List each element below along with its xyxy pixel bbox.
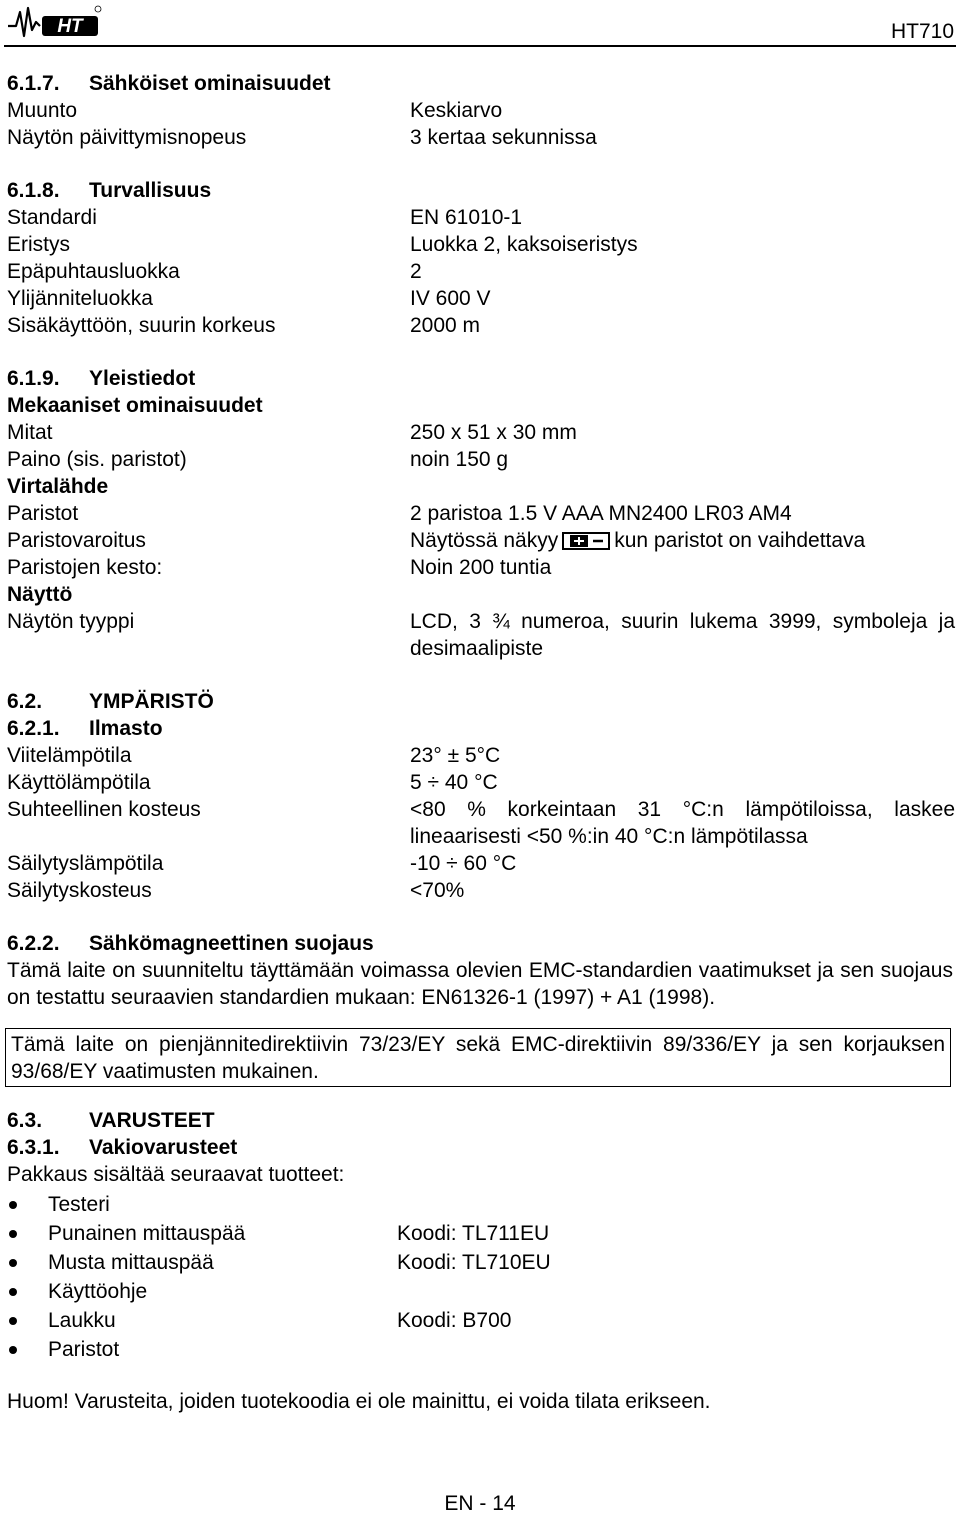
accessories-list (7, 1190, 955, 1364)
spec-row (7, 312, 955, 339)
accessories-note: Huom! Varusteita, joiden tuotekoodia ei ole mainittu, ei voida tilata erikseen. (7, 1390, 711, 1413)
warning-text-post: kun paristot on vaihdettava (614, 529, 866, 552)
bullet-icon (9, 1346, 17, 1354)
spec-value: Keskiarvo (410, 99, 503, 122)
logo-text: HT (57, 16, 83, 37)
spec-label: Näytön tyyppi (7, 610, 135, 633)
item-name: Paristot (48, 1338, 120, 1361)
spec-label: Ylijänniteluokka (7, 287, 153, 310)
list-item (7, 1248, 955, 1277)
spec-value: <70% (410, 879, 465, 902)
spec-value: IV 600 V (410, 287, 491, 310)
spec-label: Paino (sis. paristot) (7, 448, 187, 471)
section-title: VARUSTEET (89, 1109, 215, 1132)
section-heading-62 (7, 688, 955, 715)
spec-value: 2000 m (410, 314, 481, 337)
spec-label: Säilytyslämpötila (7, 852, 164, 875)
item-name: Testeri (48, 1193, 110, 1216)
emc-paragraph: Tämä laite on suunniteltu täyttämään voimassa olevien EMC-standardien vaatimukset ja sen suojaus on testattu seuraavien standardien mukaan: EN61326-1 (1997) + A1 (1998). (7, 959, 953, 1009)
spec-value: <80 % korkeintaan 31 °C:n lämpötiloissa, laskee lineaarisesti <50 %:in 40 °C:n lämpötilassa (410, 798, 955, 848)
spec-label: Paristot (7, 502, 79, 525)
list-item (7, 1306, 955, 1335)
spec-row (7, 124, 955, 151)
spec-value: -10 ÷ 60 °C (410, 852, 517, 875)
spec-value: 250 x 51 x 30 mm (410, 421, 577, 444)
spec-label: Suhteellinen kosteus (7, 798, 201, 821)
spec-value: 5 ÷ 40 °C (410, 771, 498, 794)
spec-label: Viitelämpötila (7, 744, 132, 767)
bullet-icon (9, 1259, 17, 1267)
section-title: Vakiovarusteet (89, 1136, 238, 1159)
item-name: Punainen mittauspää (48, 1222, 246, 1245)
list-item (7, 1190, 955, 1219)
item-name: Laukku (48, 1309, 116, 1332)
spec-row (7, 285, 955, 312)
section-title: Sähköiset ominaisuudet (89, 72, 331, 95)
section-number: 6.1.8. (7, 179, 60, 202)
spec-label: Säilytyskosteus (7, 879, 152, 902)
spec-row (7, 446, 955, 473)
spec-value: LCD, 3 ¾ numeroa, suurin lukema 3999, symboleja ja desimaalipiste (410, 610, 955, 660)
bullet-icon (9, 1288, 17, 1296)
page-header (0, 0, 960, 48)
accessories-intro: Pakkaus sisältää seuraavat tuotteet: (7, 1163, 345, 1186)
section-title: Yleistiedot (89, 367, 196, 390)
document-body (7, 70, 955, 1415)
item-code: Koodi: TL711EU (397, 1222, 550, 1245)
spec-label: Näytön päivittymisnopeus (7, 126, 247, 149)
section-heading-631 (7, 1134, 955, 1161)
spec-row (7, 231, 955, 258)
item-code: Koodi: TL710EU (397, 1251, 551, 1274)
header-divider (4, 45, 956, 47)
battery-icon (562, 532, 610, 550)
section-heading-618 (7, 177, 955, 204)
section-heading-617 (7, 70, 955, 97)
ht-logo (6, 4, 102, 40)
spec-label: Standardi (7, 206, 97, 229)
section-heading-619 (7, 365, 955, 392)
page-number: EN - 14 (444, 1492, 516, 1515)
spec-row (7, 608, 955, 662)
spec-label: Muunto (7, 99, 78, 122)
spec-value: Noin 200 tuntia (410, 556, 552, 579)
item-name: Musta mittauspää (48, 1251, 214, 1274)
subheading-display: Näyttö (7, 583, 73, 606)
spec-row (7, 419, 955, 446)
model-name: HT710 (890, 20, 954, 43)
spec-value: 23° ± 5°C (410, 744, 501, 767)
spec-label: Epäpuhtausluokka (7, 260, 180, 283)
section-title: Turvallisuus (89, 179, 212, 202)
spec-row (7, 796, 955, 850)
section-number: 6.2.2. (7, 932, 60, 955)
spec-label: Eristys (7, 233, 70, 256)
spec-label: Mitat (7, 421, 53, 444)
spec-row (7, 258, 955, 285)
bullet-icon (9, 1201, 17, 1209)
spec-value: 2 paristoa 1.5 V AAA MN2400 LR03 AM4 (410, 502, 792, 525)
spec-row (7, 769, 955, 796)
spec-value: Luokka 2, kaksoiseristys (410, 233, 638, 256)
bullet-icon (9, 1317, 17, 1325)
section-heading-621 (7, 715, 955, 742)
spec-row (7, 850, 955, 877)
spec-value (410, 527, 865, 554)
directive-box: Tämä laite on pienjännitedirektiivin 73/23/EY sekä EMC-direktiivin 89/336/EY ja sen korjauksen 93/68/EY vaatimusten mukainen. (5, 1028, 951, 1087)
spec-row (7, 742, 955, 769)
spec-label: Paristovaroitus (7, 529, 146, 552)
spec-row (7, 877, 955, 904)
section-number: 6.3.1. (7, 1136, 60, 1159)
spec-label: Paristojen kesto: (7, 556, 163, 579)
section-number: 6.1.9. (7, 367, 60, 390)
section-heading-622 (7, 930, 955, 957)
section-heading-63 (7, 1107, 955, 1134)
list-item (7, 1219, 955, 1248)
section-number: 6.2. (7, 690, 43, 713)
subheading-power: Virtalähde (7, 475, 109, 498)
list-item (7, 1335, 955, 1364)
warning-text-pre: Näytössä näkyy (410, 529, 559, 552)
spec-row (7, 527, 955, 554)
spec-value: noin 150 g (410, 448, 509, 471)
spec-row (7, 204, 955, 231)
bullet-icon (9, 1230, 17, 1238)
section-title: YMPÄRISTÖ (89, 690, 214, 713)
item-code: Koodi: B700 (397, 1309, 512, 1332)
list-item (7, 1277, 955, 1306)
spec-label: Käyttölämpötila (7, 771, 151, 794)
section-title: Ilmasto (89, 717, 163, 740)
spec-row (7, 554, 955, 581)
section-number: 6.2.1. (7, 717, 60, 740)
section-number: 6.3. (7, 1109, 43, 1132)
section-title: Sähkömagneettinen suojaus (89, 932, 374, 955)
section-number: 6.1.7. (7, 72, 60, 95)
spec-value: 2 (410, 260, 422, 283)
item-name: Käyttöohje (48, 1280, 148, 1303)
spec-label: Sisäkäyttöön, suurin korkeus (7, 314, 276, 337)
spec-row (7, 97, 955, 124)
spec-value: 3 kertaa sekunnissa (410, 126, 597, 149)
spec-row (7, 500, 955, 527)
spec-value: EN 61010-1 (410, 206, 523, 229)
subheading-mechanical: Mekaaniset ominaisuudet (7, 394, 263, 417)
